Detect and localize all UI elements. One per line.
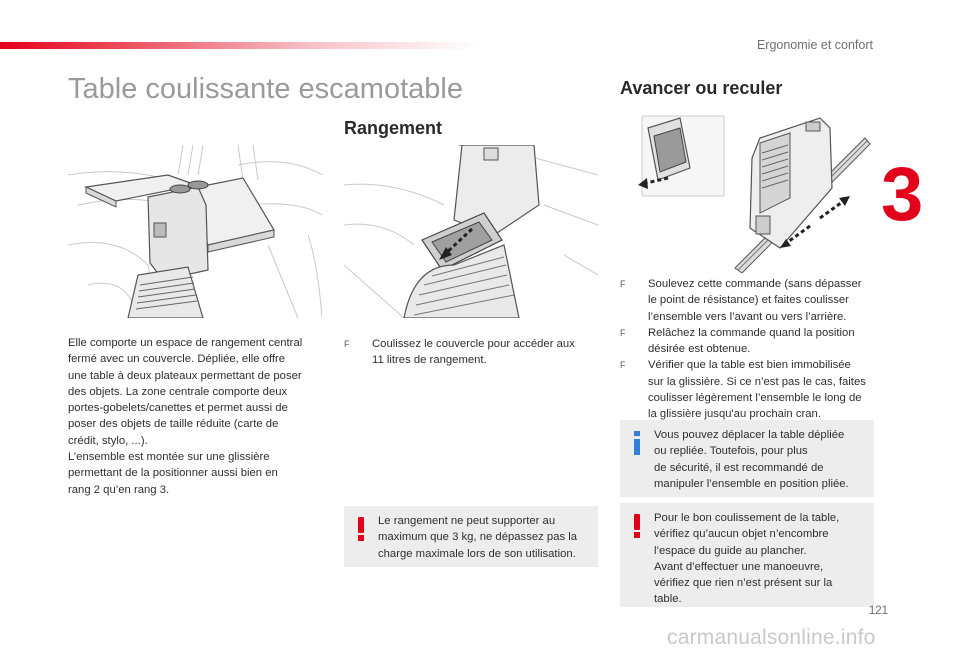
watermark: carmanualsonline.info bbox=[667, 626, 876, 649]
list-item bbox=[620, 325, 880, 358]
instruction-line: la glissière jusqu'au prochain cran. bbox=[648, 408, 821, 421]
intro-line: des objets. La zone centrale comporte deux bbox=[68, 385, 288, 398]
exclamation-icon bbox=[354, 516, 368, 542]
table-unfolded-illustration bbox=[68, 145, 322, 318]
warning-line: Le rangement ne peut supporter au bbox=[378, 515, 556, 527]
instruction-line: désirée est obtenue. bbox=[648, 343, 751, 356]
list-item bbox=[620, 357, 880, 422]
instruction-line: Coulissez le couvercle pour accéder aux bbox=[372, 338, 575, 350]
intro-line: une table à deux plateaux permettant de poser bbox=[68, 369, 302, 382]
avancer-instructions bbox=[620, 276, 880, 423]
warning-line: maximum que 3 kg, ne dépassez pas la bbox=[378, 531, 578, 544]
intro-line: poser des objets de taille réduite (carte de bbox=[68, 418, 279, 431]
intro-line: portes-gobelets/canettes et permet aussi de bbox=[68, 402, 288, 415]
warning-line: charge maximale lors de son utilisation. bbox=[378, 547, 576, 560]
intro-line: rang 2 qu’en rang 3. bbox=[68, 483, 170, 496]
intro-paragraph bbox=[68, 335, 328, 498]
instruction-line: le point de résistance) et faites coulisser bbox=[648, 294, 849, 307]
page-number: 121 bbox=[868, 605, 888, 617]
section-title: Ergonomie et confort bbox=[756, 38, 873, 52]
page-title: Table coulissante escamotable bbox=[68, 73, 463, 105]
rangement-instructions bbox=[344, 336, 598, 369]
info-line: manipuler l’ensemble en position pliée. bbox=[654, 477, 849, 490]
intro-line: crédit, stylo, ...). bbox=[68, 434, 148, 447]
list-item bbox=[620, 276, 880, 325]
instruction-line: coulisser légèrement l’ensemble le long de bbox=[648, 392, 862, 405]
info-line: Vous pouvez déplacer la table dépliée bbox=[654, 429, 845, 441]
storage-illustration bbox=[344, 145, 598, 318]
warning-line: l’espace du guide au plancher. bbox=[654, 544, 807, 557]
intro-line: permettant de la positionner aussi bien en bbox=[68, 467, 278, 480]
info-line: de sécurité, il est recommandé de bbox=[654, 461, 824, 474]
info-line: ou repliée. Toutefois, pour plus bbox=[654, 445, 808, 458]
header-accent-bar bbox=[0, 42, 480, 49]
exclamation-icon bbox=[630, 513, 644, 539]
intro-line: fermé avec un couvercle. Dépliée, elle offre bbox=[68, 353, 286, 366]
avancer-warning-box bbox=[620, 503, 874, 607]
slide-rail-illustration bbox=[620, 108, 874, 273]
warning-line: Pour le bon coulissement de la table, bbox=[654, 512, 840, 524]
info-icon bbox=[630, 430, 644, 456]
warning-line: vérifiez qu’aucun objet n’encombre bbox=[654, 528, 829, 541]
avancer-heading: Avancer ou reculer bbox=[620, 78, 783, 98]
bullet-marker: F bbox=[344, 339, 350, 349]
instruction-line: sur la glissière. Si ce n’est pas le cas, faites bbox=[648, 375, 866, 388]
instruction-line: Vérifier que la table est bien immobilisée bbox=[648, 359, 851, 372]
avancer-info-box bbox=[620, 420, 874, 497]
intro-line: Elle comporte un espace de rangement central bbox=[68, 337, 303, 349]
instruction-line: l’ensemble vers l’avant ou vers l’arrière. bbox=[648, 310, 847, 323]
chapter-number: 3 bbox=[881, 152, 924, 237]
instruction-line: 11 litres de rangement. bbox=[372, 354, 487, 367]
warning-line: Avant d’effectuer une manoeuvre, bbox=[654, 560, 824, 573]
bullet-marker: F bbox=[620, 360, 626, 371]
intro-line: L’ensemble est montée sur une glissière bbox=[68, 451, 270, 464]
warning-line: vérifiez que rien n’est présent sur la bbox=[654, 577, 833, 590]
bullet-marker: F bbox=[620, 279, 626, 289]
list-item bbox=[344, 336, 598, 369]
warning-line: table. bbox=[654, 593, 682, 606]
rangement-heading: Rangement bbox=[344, 118, 443, 138]
instruction-line: Relâchez la commande quand la position bbox=[648, 326, 855, 339]
bullet-marker: F bbox=[620, 327, 626, 338]
instruction-line: Soulevez cette commande (sans dépasser bbox=[648, 278, 862, 290]
rangement-warning-box bbox=[344, 506, 598, 567]
